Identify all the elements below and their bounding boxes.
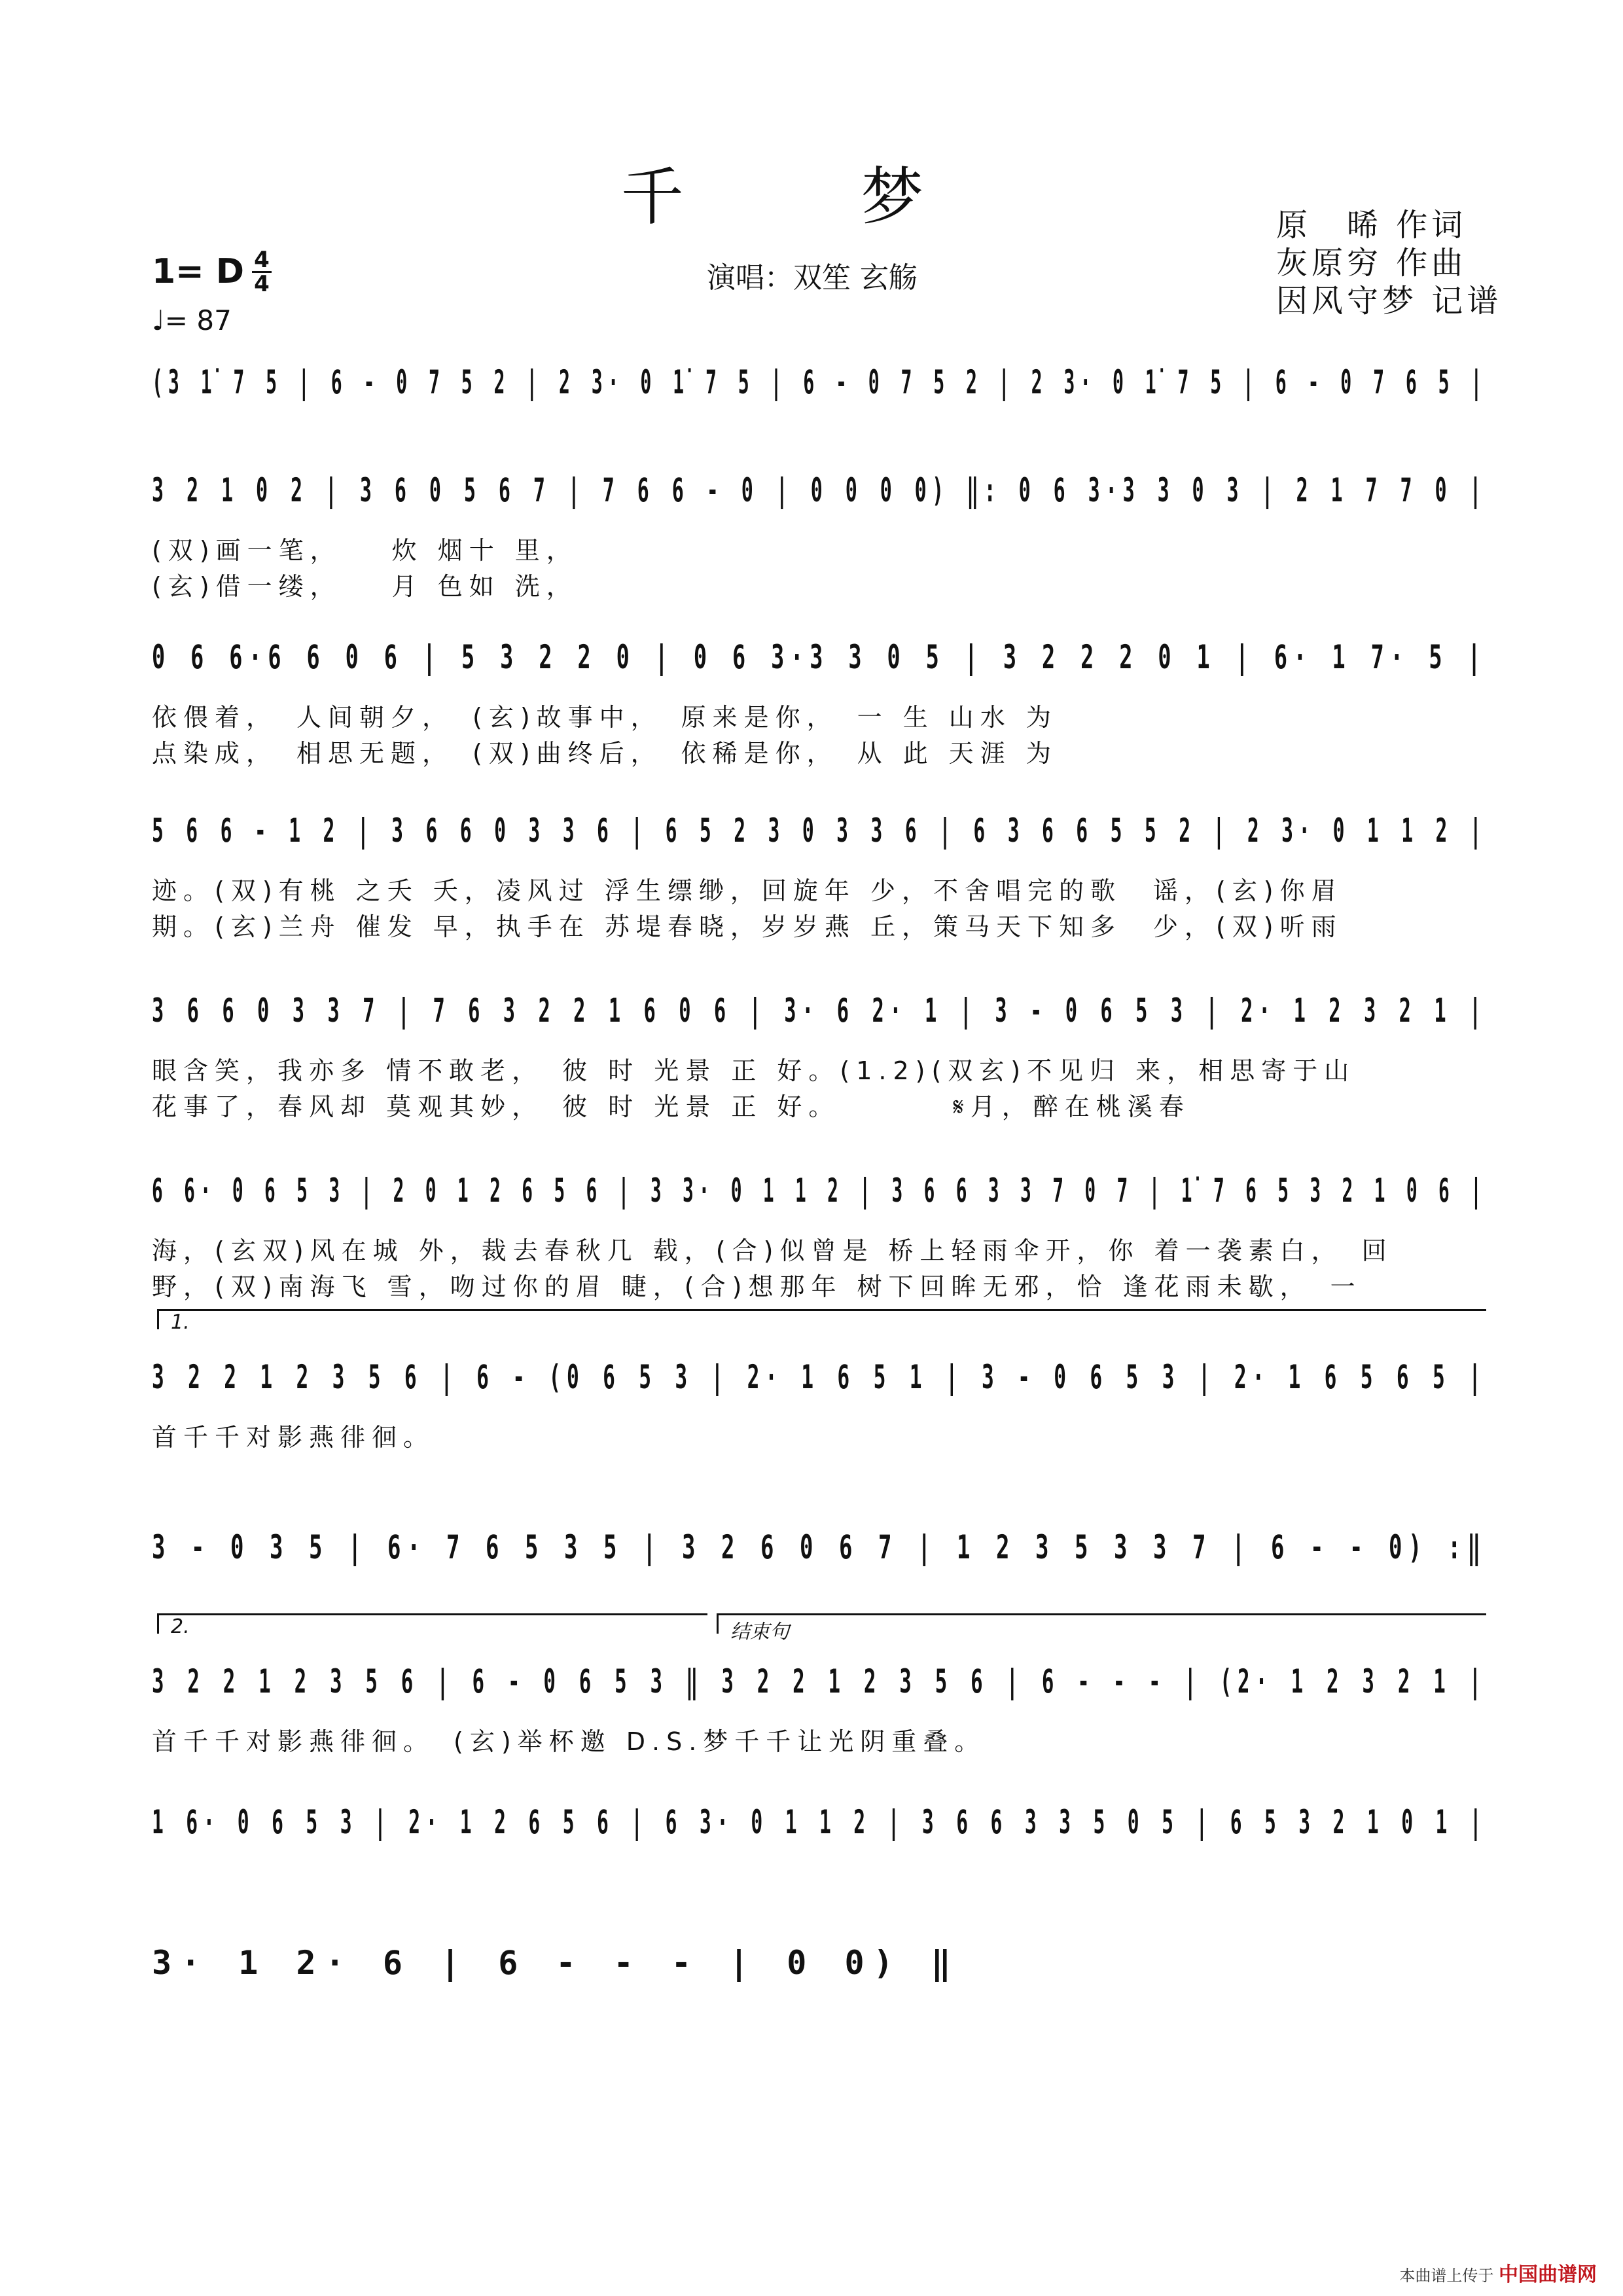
score-line-notes: 3· 1 2· 6 | 6 - - - | 0 0) ‖ [152, 1944, 960, 1982]
score-line-lyrics: 迹。(双)有桃 之夭 夭，凌风过 浮生缥缈，回旋年 少，不舍唱完的歌 谣，(玄)你眉 [152, 876, 1343, 905]
score-line-lyrics: 野，(双)南海飞 雪，吻过你的眉 睫，(合)想那年 树下回眸无邪，恰 逢花雨未歇， 一 [152, 1272, 1362, 1301]
ending-phrase-bracket: 结束句 [717, 1613, 1486, 1634]
time-signature [252, 249, 272, 295]
score-line-notes: 0 6 6·6 6 0 6 | 5 3 2 2 0 | 0 6 3·3 3 0 5 | 3 2 2 2 0 1 | 6· 1 7· 5 | [152, 638, 1488, 676]
transcriber-credit: 因风守梦 记谱 [1276, 283, 1503, 319]
lyricist-credit: 原 晞 作词 [1276, 207, 1467, 243]
score-line-lyrics: 花事了，春风却 莫观其妙， 彼 时 光景 正 好。 𝄋月，醉在桃溪春 [152, 1092, 1190, 1121]
score-line-lyrics: 首千千对影燕徘徊。 [152, 1423, 435, 1452]
volta-bracket: 1. [157, 1309, 1486, 1329]
score-line-notes: 1 6· 0 6 5 3 | 2· 1 2 6 5 6 | 6 3· 0 1 1 2 | 3 6 6 3 3 5 0 5 | 6 5 3 2 1 0 1 | [152, 1803, 1487, 1841]
score-line-lyrics: (双)画一笔， 炊 烟十 里， [152, 536, 578, 565]
time-signature-top: 4 [252, 249, 272, 273]
score-line-notes: 3 2 1 0 2 | 3 6 0 5 6 7 | 7 6 6 - 0 | 0 0 0 0) ‖: 0 6 3·3 3 0 3 | 2 1 7 7 0 | [152, 471, 1487, 509]
score-line-notes: 5 6 6 - 1 2 | 3 6 6 0 3 3 6 | 6 5 2 3 0 3 3 6 | 6 3 6 6 5 5 2 | 2 3· 0 1 1 2 | [152, 812, 1487, 850]
score-line-notes: 3 6 6 0 3 3 7 | 7 6 3 2 2 1 6 0 6 | 3· 6 2· 1 | 3 - 0 6 5 3 | 2· 1 2 3 2 1 | [152, 992, 1487, 1030]
source-footer [1399, 2258, 1597, 2287]
score-line-lyrics: (玄)借一缕， 月 色如 洗， [152, 572, 578, 601]
volta-bracket: 2. [157, 1613, 707, 1634]
key-signature: 1= D [152, 252, 245, 291]
score-line-lyrics: 依偎着， 人间朝夕， (玄)故事中， 原来是你， 一 生 山水 为 [152, 703, 1058, 732]
score-line-notes: (3 1̇ 7 5 | 6 - 0 7 5 2 | 2 3· 0 1̇ 7 5 | 6 - 0 7 5 2 | 2 3· 0 1̇ 7 5 | 6 - 0 7 6 5 | [152, 363, 1488, 401]
score-line-lyrics: 海，(玄双)风在城 外，裁去春秋几 载，(合)似曾是 桥上轻雨伞开，你 着一袭素白， 回 [152, 1236, 1393, 1265]
score-line-notes: 3 2 2 1 2 3 5 6 | 6 - (0 6 5 3 | 2· 1 6 5 1 | 3 - 0 6 5 3 | 2· 1 6 5 6 5 | [152, 1358, 1487, 1396]
footer-brand: 中国曲谱网 [1499, 2263, 1597, 2286]
score-line-notes: 6 6· 0 6 5 3 | 2 0 1 2 6 5 6 | 3 3· 0 1 1 2 | 3 6 6 3 3 7 0 7 | 1̇ 7 6 5 3 2 1 0 6 | [152, 1172, 1487, 1210]
score-line-notes: 3 2 2 1 2 3 5 6 | 6 - 0 6 5 3 ‖ 3 2 2 1 2 3 5 6 | 6 - - - | (2· 1 2 3 2 1 | [152, 1662, 1487, 1700]
score-line-lyrics: 眼含笑，我亦多 情不敢老， 彼 时 光景 正 好。(1.2)(双玄)不见归 来，相思寄于山 [152, 1056, 1356, 1085]
song-title: 千 梦 [620, 160, 1003, 234]
composer-credit: 灰原穷 作曲 [1276, 245, 1467, 281]
score-line-lyrics: 首千千对影燕徘徊。 (玄)举杯邀 D.S.梦千千让光阴重叠。 [152, 1727, 986, 1756]
footer-text: 本曲谱上传于 [1399, 2267, 1494, 2285]
score-line-lyrics: 点染成， 相思无题， (双)曲终后， 依稀是你， 从 此 天涯 为 [152, 739, 1058, 768]
score-line-lyrics: 期。(玄)兰舟 催发 早，执手在 苏堤春晓，岁岁燕 丘，策马天下知多 少，(双)听雨 [152, 912, 1343, 941]
score-line-notes: 3 - 0 3 5 | 6· 7 6 5 3 5 | 3 2 6 0 6 7 | 1 2 3 5 3 3 7 | 6 - - 0) :‖ [152, 1528, 1487, 1566]
singers: 演唱：双笙 玄觞 [707, 261, 918, 295]
time-signature-bottom: 4 [254, 271, 270, 297]
tempo-marking: ♩= 87 [152, 304, 232, 336]
